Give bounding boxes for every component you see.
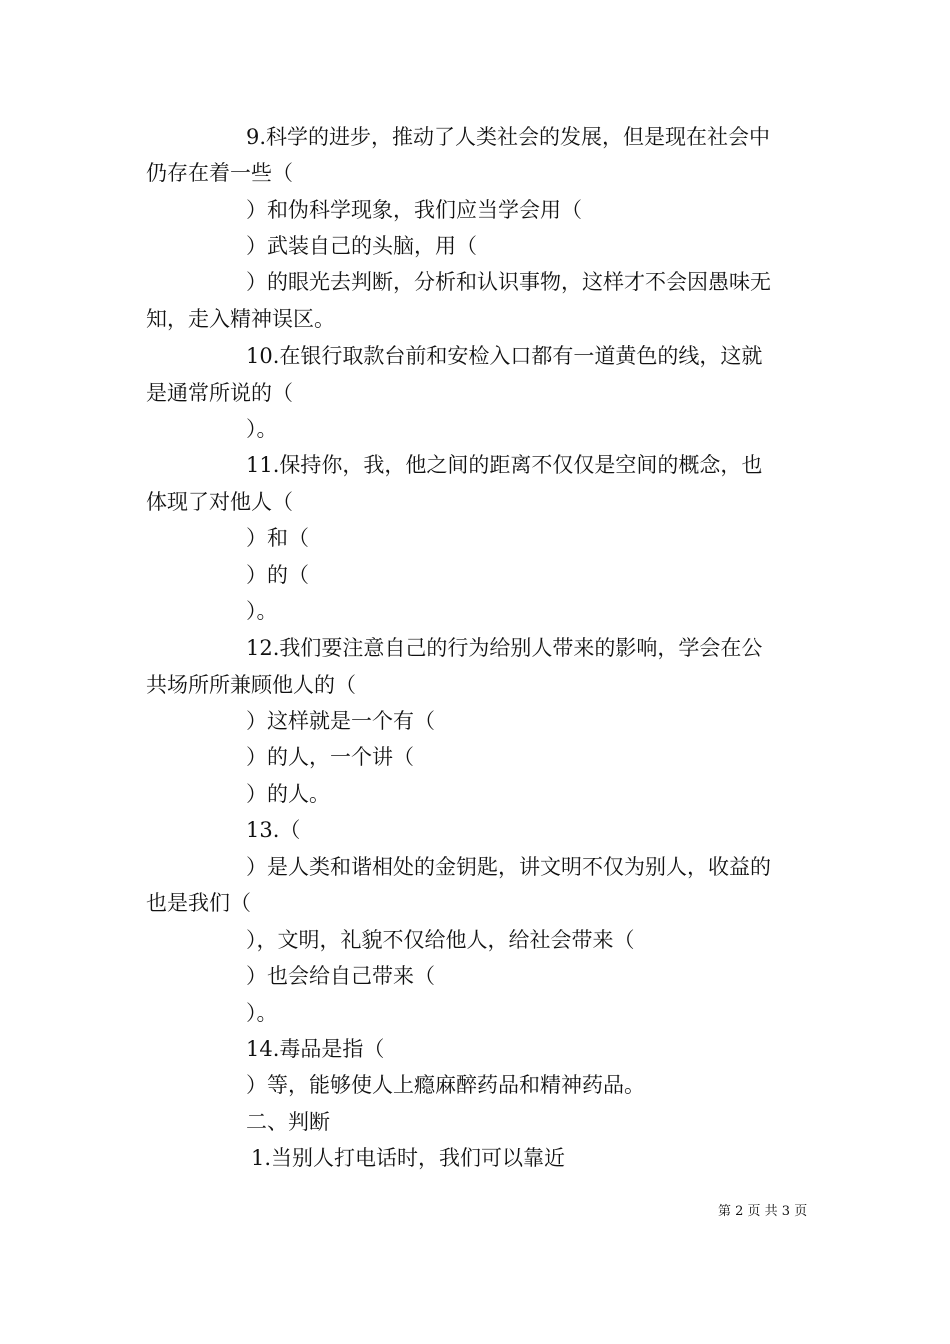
text-line: 也是我们（ — [146, 891, 251, 915]
text-line: ）的眼光去判断，分析和认识事物，这样才不会因愚味无 — [246, 270, 771, 294]
text-line: ）武装自己的头脑，用（ — [246, 234, 477, 258]
text-line: ）等，能够使人上瘾麻醉药品和精神药品。 — [246, 1073, 645, 1097]
text-line: 11.保持你，我，他之间的距离不仅仅是空间的概念，也 — [246, 453, 763, 477]
text-line: ）。 — [246, 1001, 278, 1025]
text-line: ）和（ — [246, 526, 309, 550]
text-line: 1.当别人打电话时，我们可以靠近 — [251, 1146, 566, 1170]
text-line: 是通常所说的（ — [146, 381, 293, 405]
text-line: 仍存在着一些（ — [146, 161, 293, 185]
text-line: 共场所所兼顾他人的（ — [146, 673, 356, 697]
text-line: ）的人，一个讲（ — [246, 745, 414, 769]
text-line: 体现了对他人（ — [146, 490, 293, 514]
text-line: 12.我们要注意自己的行为给别人带来的影响，学会在公 — [246, 636, 763, 660]
text-line: ）这样就是一个有（ — [246, 709, 435, 733]
section-heading: 二、判断 — [246, 1110, 330, 1134]
page-number-footer: 第 2 页 共 3 页 — [718, 1204, 808, 1219]
text-line: ）的人。 — [246, 782, 330, 806]
text-line: ）。 — [246, 417, 278, 441]
text-line: 9.科学的进步，推动了人类社会的发展，但是现在社会中 — [246, 125, 771, 149]
text-line: 13.（ — [246, 818, 301, 842]
text-line: ）的（ — [246, 563, 309, 587]
text-line: 14.毒品是指（ — [246, 1037, 385, 1061]
text-line: ）是人类和谐相处的金钥匙，讲文明不仅为别人，收益的 — [246, 855, 771, 879]
text-line: ）也会给自己带来（ — [246, 964, 435, 988]
text-line: ），文明，礼貌不仅给他人，给社会带来（ — [246, 928, 635, 952]
text-line: 知，走入精神误区。 — [146, 307, 335, 331]
text-line: 10.在银行取款台前和安检入口都有一道黄色的线，这就 — [246, 344, 763, 368]
text-line: ）。 — [246, 599, 278, 623]
text-line: ）和伪科学现象，我们应当学会用（ — [246, 198, 582, 222]
